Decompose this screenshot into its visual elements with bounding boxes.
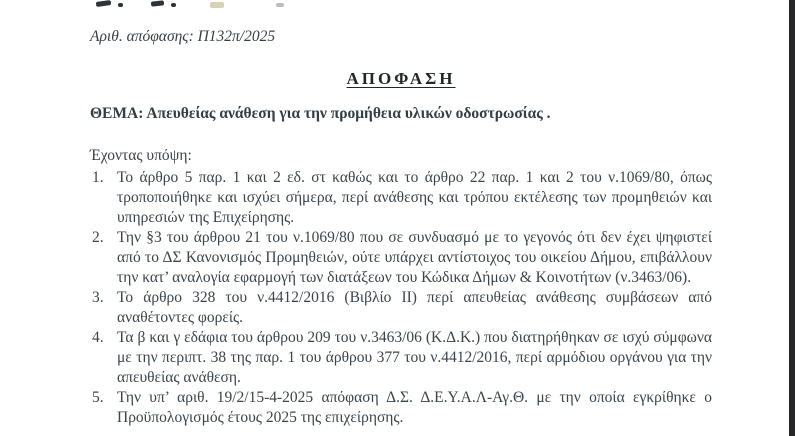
document-body xyxy=(90,0,712,428)
consideration-item xyxy=(90,388,712,428)
consideration-text: Την §3 του άρθρου 21 του ν.1069/80 που σε συνδυασμό με το γεγονός ότι δεν έχει ψηφιστεί από το ΔΣ Κανονισμός Προμηθειών, ούτε υπάρχει αντίστοιχος του οικείου Δήμου, επιβάλλουν την κατ’ αναλογία εφαρμογή των διατάξεων του Κώδικα Δήμων & Κοινοτήτων (ν.3463/06). xyxy=(117,229,712,286)
document-title: ΑΠΟΦΑΣΗ xyxy=(346,69,456,88)
consideration-number: 4. xyxy=(92,329,104,346)
consideration-number: 2. xyxy=(92,229,104,246)
subject-line: ΘΕΜΑ: Απευθείας ανάθεση για την προμήθεια υλικών οδοστρωσίας . xyxy=(90,105,551,122)
consideration-number: 1. xyxy=(92,169,104,186)
considerations-list xyxy=(90,168,712,428)
consideration-item xyxy=(90,328,712,388)
consideration-item xyxy=(90,168,712,228)
consideration-number: 5. xyxy=(92,389,104,406)
consideration-text: Τα β και γ εδάφια του άρθρου 209 του ν.3463/06 (Κ.Δ.Κ.) που διατηρήθηκαν σε ισχύ σύμφωνα με την περιπτ. 38 της παρ. 1 του άρθρου 377 του ν.4412/2016, περί αρμόδιου οργάνου για την απευθείας ανάθεση. xyxy=(117,329,712,386)
decision-number: Αριθ. απόφασης: Π132π/2025 xyxy=(90,28,276,45)
consideration-text: Την υπ’ αριθ. 19/2/15-4-2025 απόφαση Δ.Σ. Δ.Ε.Υ.Α.Λ-Αγ.Θ. με την οποία εγκρίθηκε ο Προϋπολογισμός έτους 2025 της επιχείρησης. xyxy=(117,389,712,426)
consideration-text: Το άρθρο 328 του ν.4412/2016 (Βιβλίο ΙΙ) περί απευθείας ανάθεσης συμβάσεων από αναθέτοντες φορείς. xyxy=(117,289,712,326)
viewer-dark-edge-bar xyxy=(789,0,795,436)
consideration-item xyxy=(90,288,712,328)
consideration-number: 3. xyxy=(92,289,104,306)
consideration-item xyxy=(90,228,712,288)
having-regard-label: Έχοντας υπόψη: xyxy=(90,147,192,164)
consideration-text: Το άρθρο 5 παρ. 1 και 2 εδ. στ καθώς και το άρθρο 22 παρ. 1 και 2 του ν.1069/80, όπως τροποποιήθηκε και ισχύει σήμερα, περί ανάθεσης και τρόπου εκτέλεσης των προμηθειών και υπηρεσιών της Επιχείρησης. xyxy=(117,169,712,226)
